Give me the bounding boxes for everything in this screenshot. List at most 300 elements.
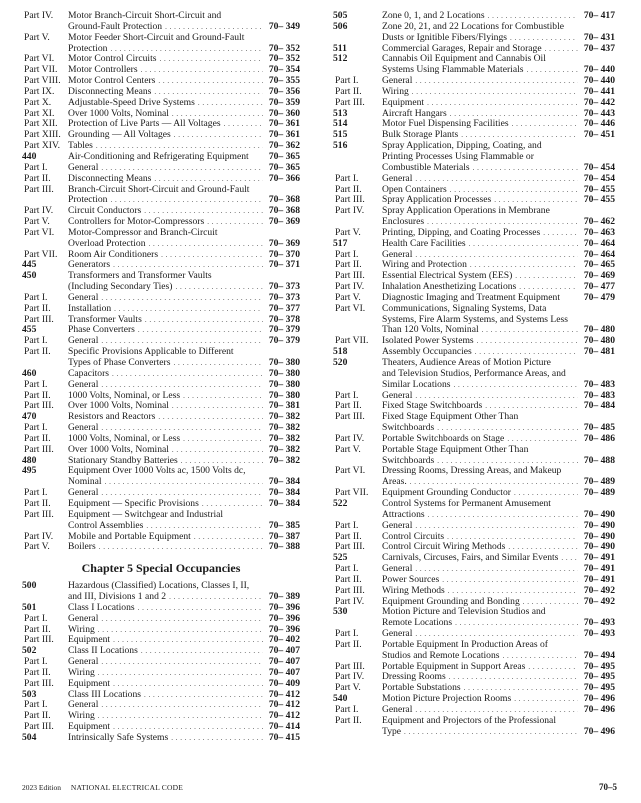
page-reference: 70– 387 xyxy=(268,530,300,542)
entry-title-line: Commercial Garages, Repair and Storage xyxy=(382,42,542,54)
toc-part-entry[interactable] xyxy=(333,466,615,488)
page-reference: 70– 355 xyxy=(268,75,300,87)
page-reference: 70– 437 xyxy=(583,42,615,54)
dot-leader xyxy=(561,553,578,564)
part-label: Part IV. xyxy=(335,671,365,683)
page-reference: 70– 469 xyxy=(583,270,615,282)
toc-right-column xyxy=(333,11,615,738)
part-label: Part I. xyxy=(24,335,48,347)
dot-leader xyxy=(175,282,263,293)
part-label: Part I. xyxy=(335,75,359,87)
dot-leader xyxy=(169,592,263,603)
toc-part-entry[interactable] xyxy=(22,130,300,141)
part-label: Part III. xyxy=(335,541,365,553)
page-reference: 70– 407 xyxy=(268,656,300,668)
toc-part-entry[interactable] xyxy=(22,510,300,532)
page-reference: 70– 385 xyxy=(268,519,300,531)
page-reference: 70– 407 xyxy=(268,645,300,657)
entry-title-line: Class I Locations xyxy=(68,601,135,613)
entry-title-line: Equipment xyxy=(68,721,111,733)
entry-title-line: Class II Locations xyxy=(68,645,138,657)
entry-title-line: Enclosures xyxy=(382,216,425,228)
toc-part-entry[interactable] xyxy=(22,401,300,412)
page-reference: 70– 414 xyxy=(268,721,300,733)
toc-left-column xyxy=(22,11,300,744)
toc-part-entry[interactable] xyxy=(333,662,615,673)
toc-article-entry[interactable] xyxy=(333,553,615,564)
toc-part-entry[interactable] xyxy=(22,347,300,369)
entry-title-line: Equipment and Projectors of the Professional xyxy=(382,714,556,726)
entry-title-line: Equipment xyxy=(68,677,111,689)
entry-title-line: Transformer Vaults xyxy=(68,313,142,325)
article-number: 514 xyxy=(333,118,348,130)
page-reference: 70– 368 xyxy=(268,194,300,206)
entry-title-line: Dusts or Ignitible Fibers/Flyings xyxy=(382,31,507,43)
entry-title-line: Air-Conditioning and Refrigerating Equipment xyxy=(68,150,249,162)
toc-part-entry[interactable] xyxy=(22,532,300,543)
toc-article-entry[interactable] xyxy=(333,607,615,629)
part-label: Part IX. xyxy=(24,85,55,97)
toc-part-entry[interactable] xyxy=(333,564,615,575)
toc-article-entry[interactable] xyxy=(333,499,615,521)
dot-leader xyxy=(99,542,263,553)
toc-article-entry[interactable] xyxy=(22,271,300,293)
part-label: Part II. xyxy=(24,346,51,358)
part-label: Part II. xyxy=(24,302,51,314)
toc-part-entry[interactable] xyxy=(333,174,615,185)
part-label: Part VI. xyxy=(24,226,55,238)
page-reference: 70– 412 xyxy=(268,688,300,700)
page-reference: 70– 354 xyxy=(268,64,300,76)
article-number: 506 xyxy=(333,20,348,32)
page-reference: 70– 369 xyxy=(268,216,300,228)
toc-part-entry[interactable] xyxy=(22,228,300,250)
part-label: Part I. xyxy=(24,378,48,390)
toc-article-entry[interactable] xyxy=(22,690,300,701)
page-reference: 70– 493 xyxy=(583,617,615,629)
part-label: Part II. xyxy=(24,172,51,184)
entry-title-line: Wiring xyxy=(68,666,95,678)
toc-article-entry[interactable] xyxy=(333,694,615,705)
toc-article-entry[interactable] xyxy=(333,358,615,391)
article-number: 503 xyxy=(22,688,37,700)
toc-part-entry[interactable] xyxy=(333,672,615,683)
page-reference: 70– 441 xyxy=(583,85,615,97)
part-label: Part II. xyxy=(335,400,362,412)
entry-title-line: Phase Converters xyxy=(68,324,135,336)
toc-part-entry[interactable] xyxy=(22,65,300,76)
article-number: 480 xyxy=(22,454,37,466)
dot-leader xyxy=(455,618,578,629)
entry-title-line: Hazardous (Classified) Locations, Classes I, II, xyxy=(68,580,250,592)
entry-title-line: Motor Controllers xyxy=(68,64,138,76)
page-reference: 70– 464 xyxy=(583,237,615,249)
part-label: Part I. xyxy=(335,563,359,575)
toc-part-entry[interactable] xyxy=(22,668,300,679)
part-label: Part XIII. xyxy=(24,129,61,141)
dot-leader xyxy=(113,679,263,690)
article-number: 504 xyxy=(22,732,37,743)
entry-title-line: General xyxy=(382,628,413,640)
toc-part-entry[interactable] xyxy=(22,98,300,109)
part-label: Part III. xyxy=(335,194,365,206)
part-label: Part I. xyxy=(24,656,48,668)
part-label: Part I. xyxy=(335,704,359,715)
entry-title-line: Remote Locations xyxy=(382,617,453,629)
part-label: Part I. xyxy=(335,248,359,260)
entry-title-line: Systems Using Flammable Materials xyxy=(382,64,524,76)
toc-part-entry[interactable] xyxy=(333,87,615,98)
entry-title-line: Wiring xyxy=(68,710,95,722)
page-reference: 70– 402 xyxy=(268,634,300,646)
dot-leader xyxy=(154,174,263,185)
toc-part-entry[interactable] xyxy=(22,445,300,456)
entry-title-line: Assembly Occupancies xyxy=(382,346,472,358)
toc-part-entry[interactable] xyxy=(333,250,615,261)
part-label: Part I. xyxy=(24,487,48,499)
part-label: Part II. xyxy=(335,573,362,585)
page-reference: 70– 373 xyxy=(268,291,300,303)
part-label: Part V. xyxy=(24,216,50,228)
dot-leader xyxy=(172,401,263,412)
page-reference: 70– 477 xyxy=(583,281,615,293)
page-reference: 70– 379 xyxy=(268,324,300,336)
article-number: 500 xyxy=(22,580,37,592)
toc-article-entry[interactable] xyxy=(22,646,300,657)
part-label: Part III. xyxy=(24,400,54,412)
part-label: Part II. xyxy=(24,389,51,401)
entry-title-line: Attractions xyxy=(382,508,425,520)
chapter-heading: Chapter 5 Special Occupancies xyxy=(81,561,241,576)
entry-title-line: Equipment xyxy=(382,96,425,108)
entry-title-line: General xyxy=(68,378,99,390)
page-reference: 70– 446 xyxy=(583,118,615,130)
entry-title-line: Disconnecting Means xyxy=(68,172,152,184)
entry-title-line: Switchboards xyxy=(382,422,435,434)
entry-title-line: General xyxy=(68,291,99,303)
entry-title-line: Equipment — Switchgear and Industrial xyxy=(68,508,224,520)
toc-part-entry[interactable] xyxy=(333,412,615,434)
part-label: Part II. xyxy=(24,710,51,722)
entry-title-line: Inhalation Anesthetizing Locations xyxy=(382,281,517,293)
dot-leader xyxy=(412,87,578,98)
dot-leader xyxy=(172,445,263,456)
part-label: Part III. xyxy=(335,411,365,423)
entry-title-line: Theaters, Audience Areas of Motion Picture xyxy=(382,357,551,368)
toc-part-entry[interactable] xyxy=(333,521,615,532)
dot-leader xyxy=(453,380,578,391)
part-label: Part IV. xyxy=(24,10,54,21)
entry-title-line: Resistors and Reactors xyxy=(68,411,156,423)
entry-title-line: Printing, Dipping, and Coating Processes xyxy=(382,226,541,238)
entry-title-line: General xyxy=(68,656,99,668)
toc-part-entry[interactable] xyxy=(22,679,300,690)
dot-leader xyxy=(141,646,263,657)
article-number: 522 xyxy=(333,497,348,509)
part-label: Part XI. xyxy=(24,107,55,119)
toc-part-entry[interactable] xyxy=(22,250,300,261)
page-reference: 70– 356 xyxy=(268,85,300,97)
entry-title-line: Equipment — Specific Provisions xyxy=(68,497,199,509)
entry-title-line: Zone 20, 21, and 22 Locations for Combustible xyxy=(382,20,564,32)
toc-article-entry[interactable] xyxy=(22,369,300,380)
entry-title-line: Diagnostic Imaging and Treatment Equipment xyxy=(382,291,560,303)
part-label: Part II. xyxy=(335,714,362,726)
part-label: Part II. xyxy=(335,259,362,271)
entry-title-line: Class III Locations xyxy=(68,688,142,700)
entry-title-line: Motor Branch-Circuit Short-Circuit and xyxy=(68,10,222,21)
entry-title-line: Circuit Conductors xyxy=(68,205,142,217)
article-number: 495 xyxy=(22,465,37,477)
part-label: Part XII. xyxy=(24,118,58,130)
toc-part-entry[interactable] xyxy=(22,76,300,87)
page-reference: 70– 496 xyxy=(583,693,615,705)
part-label: Part II. xyxy=(335,638,362,650)
page-reference: 70– 440 xyxy=(583,64,615,76)
entry-title-line: General xyxy=(382,563,413,575)
part-label: Part II. xyxy=(335,183,362,195)
dot-leader xyxy=(469,239,578,250)
entry-title-line: Branch-Circuit Short-Circuit and Ground-Fault xyxy=(68,183,250,195)
toc-article-entry[interactable] xyxy=(333,54,615,76)
toc-article-entry[interactable] xyxy=(333,119,615,130)
page-reference: 70– 349 xyxy=(268,20,300,32)
page-reference: 70– 481 xyxy=(583,346,615,358)
toc-part-entry[interactable] xyxy=(22,380,300,391)
part-label: Part III. xyxy=(335,270,365,282)
part-label: Part V. xyxy=(335,682,361,694)
part-label: Part III. xyxy=(24,508,54,520)
entry-title-line: General xyxy=(382,704,413,715)
entry-title-line: Disconnecting Means xyxy=(68,85,152,97)
entry-title-line: Essential Electrical System (EES) xyxy=(382,270,513,282)
toc-part-entry[interactable] xyxy=(333,586,615,597)
part-label: Part VI. xyxy=(335,302,366,314)
dot-leader xyxy=(404,727,578,738)
toc-part-entry[interactable] xyxy=(333,76,615,87)
part-label: Part II. xyxy=(24,666,51,678)
article-number: 513 xyxy=(333,107,348,119)
article-number: 470 xyxy=(22,411,37,423)
toc-part-entry[interactable] xyxy=(22,174,300,185)
dot-leader xyxy=(528,662,578,673)
dot-leader xyxy=(427,98,578,109)
entry-title-line: Room Air Conditioners xyxy=(68,248,159,260)
part-label: Part I. xyxy=(335,389,359,401)
part-label: Part V. xyxy=(335,226,361,238)
toc-article-entry[interactable] xyxy=(22,152,300,163)
part-label: Part VIII. xyxy=(24,75,61,87)
toc-part-entry[interactable] xyxy=(22,11,300,33)
toc-part-entry[interactable] xyxy=(22,304,300,315)
entry-title-line: Transformers and Transformer Vaults xyxy=(68,270,212,282)
dot-leader xyxy=(101,293,263,304)
dot-leader xyxy=(173,358,263,369)
article-number: 516 xyxy=(333,140,348,152)
article-number: 455 xyxy=(22,324,37,336)
toc-part-entry[interactable] xyxy=(333,304,615,337)
entry-title-line: General xyxy=(382,519,413,531)
article-number: 501 xyxy=(22,601,37,613)
toc-part-entry[interactable] xyxy=(22,293,300,304)
toc-article-entry[interactable] xyxy=(22,581,300,603)
dot-leader xyxy=(543,228,578,239)
page-reference: 70– 384 xyxy=(268,476,300,488)
part-label: Part V. xyxy=(24,31,50,43)
dot-leader xyxy=(101,614,263,625)
toc-article-entry[interactable] xyxy=(333,239,615,250)
toc-part-entry[interactable] xyxy=(22,315,300,326)
part-label: Part I. xyxy=(24,612,48,624)
toc-part-entry[interactable] xyxy=(333,575,615,586)
entry-title-line: Mobile and Portable Equipment xyxy=(68,530,191,542)
entry-title-line: Studios and Remote Locations xyxy=(382,649,500,661)
toc-part-entry[interactable] xyxy=(333,640,615,662)
toc-part-entry[interactable] xyxy=(22,657,300,668)
dot-leader xyxy=(527,65,579,76)
part-label: Part III. xyxy=(24,721,54,733)
page-reference: 70– 495 xyxy=(583,682,615,694)
dot-leader xyxy=(112,369,263,380)
page-reference: 70– 409 xyxy=(268,677,300,689)
toc-part-entry[interactable] xyxy=(333,98,615,109)
article-number: 540 xyxy=(333,693,348,705)
entry-title-line: Protection xyxy=(68,42,108,54)
dot-leader xyxy=(161,250,263,261)
toc-part-entry[interactable] xyxy=(22,635,300,646)
dot-leader xyxy=(101,380,263,391)
page-reference: 70– 370 xyxy=(268,248,300,260)
entry-title-line: Combustible Materials xyxy=(382,161,470,173)
page-reference: 70– 407 xyxy=(268,666,300,678)
entry-title-line: Control Circuit Wiring Methods xyxy=(382,541,506,553)
page-reference: 70– 371 xyxy=(268,259,300,271)
page-reference: 70– 493 xyxy=(583,628,615,640)
toc-part-entry[interactable] xyxy=(22,711,300,722)
entry-title-line: Spray Application Processes xyxy=(382,194,492,206)
page-reference: 70– 496 xyxy=(583,725,615,737)
dot-leader xyxy=(149,239,263,250)
entry-title-line: Similar Locations xyxy=(382,378,451,390)
page-reference: 70– 480 xyxy=(583,335,615,347)
entry-title-line: Zone 0, 1, and 2 Locations xyxy=(382,10,485,21)
entry-title-line: Open Containers xyxy=(382,183,447,195)
entry-title-line: Ground-Fault Protection xyxy=(68,20,163,32)
page-reference: 70– 352 xyxy=(268,53,300,65)
part-label: Part III. xyxy=(24,183,54,195)
entry-title-line: Wiring and Protection xyxy=(382,259,467,271)
entry-title-line: Motor Fuel Dispensing Facilities xyxy=(382,118,509,130)
entry-title-line: General xyxy=(68,422,99,434)
part-label: Part I. xyxy=(24,422,48,434)
page-reference: 70– 496 xyxy=(583,704,615,715)
dot-leader xyxy=(442,575,578,586)
page-reference: 70– 483 xyxy=(583,378,615,390)
toc-part-entry[interactable] xyxy=(22,163,300,174)
toc-part-entry[interactable] xyxy=(22,625,300,636)
toc-article-entry[interactable] xyxy=(22,733,300,744)
page-reference: 70– 380 xyxy=(268,367,300,379)
page-reference: 70– 455 xyxy=(583,194,615,206)
toc-article-entry[interactable] xyxy=(22,325,300,336)
entry-title-line: Bulk Storage Plants xyxy=(382,129,459,141)
page-reference: 70– 378 xyxy=(268,313,300,325)
part-label: Part III. xyxy=(335,96,365,108)
toc-part-entry[interactable] xyxy=(333,445,615,467)
toc-article-entry[interactable] xyxy=(333,141,615,174)
part-label: Part II. xyxy=(335,530,362,542)
dot-leader xyxy=(145,315,263,326)
entry-title-line: Equipment Over 1000 Volts ac, 1500 Volts dc, xyxy=(68,465,246,477)
page-reference: 70– 360 xyxy=(268,107,300,119)
page-reference: 70– 365 xyxy=(268,150,300,162)
toc-article-entry[interactable] xyxy=(22,412,300,423)
toc-part-entry[interactable] xyxy=(22,614,300,625)
dot-leader xyxy=(101,700,263,711)
part-label: Part V. xyxy=(335,291,361,303)
page-reference: 70– 455 xyxy=(583,183,615,195)
article-number: 511 xyxy=(333,42,347,54)
page-reference: 70– 380 xyxy=(268,378,300,390)
footer-left xyxy=(22,783,183,792)
toc-part-entry[interactable] xyxy=(22,542,300,553)
entry-title-line: Switchboards xyxy=(382,454,435,466)
dot-leader xyxy=(415,521,578,532)
dot-leader xyxy=(101,657,263,668)
dot-leader xyxy=(171,733,263,744)
entry-title-line: Stationary Standby Batteries xyxy=(68,454,178,466)
entry-title-line: Over 1000 Volts, Nominal xyxy=(68,107,169,119)
page-reference: 70– 369 xyxy=(268,237,300,249)
page-reference: 70– 415 xyxy=(268,732,300,743)
entry-title-line: Than 120 Volts, Nominal xyxy=(382,324,479,336)
toc-part-entry[interactable] xyxy=(333,228,615,239)
page-reference: 70– 412 xyxy=(268,710,300,722)
page-reference: 70– 362 xyxy=(268,140,300,152)
dot-leader xyxy=(473,163,578,174)
entry-title-line: Specific Provisions Applicable to Different xyxy=(68,346,234,358)
page-reference: 70– 492 xyxy=(583,595,615,607)
toc-part-entry[interactable] xyxy=(22,185,300,207)
entry-title-line: Dressing Rooms xyxy=(382,671,446,683)
toc-part-entry[interactable] xyxy=(22,33,300,55)
dot-leader xyxy=(141,65,263,76)
page-reference: 70– 443 xyxy=(583,107,615,119)
entry-title-line: General xyxy=(68,699,99,711)
entry-title-line: Over 1000 Volts, Nominal xyxy=(68,443,169,455)
part-label: Part III. xyxy=(24,313,54,325)
toc-part-entry[interactable] xyxy=(333,336,615,347)
toc-article-entry[interactable] xyxy=(22,603,300,614)
toc-part-entry[interactable] xyxy=(22,54,300,65)
entry-title-line: Control Circuits xyxy=(382,530,445,542)
page-reference: 70– 365 xyxy=(268,161,300,173)
toc-part-entry[interactable] xyxy=(333,716,615,738)
toc-article-entry[interactable] xyxy=(22,466,300,488)
page-reference: 70– 491 xyxy=(583,573,615,585)
page-reference: 70– 489 xyxy=(583,476,615,488)
dot-leader xyxy=(98,711,263,722)
entry-title-line: Motor Control Centers xyxy=(68,75,156,87)
entry-title-line: Spray Application Operations in Membrane xyxy=(382,205,550,217)
toc-part-entry[interactable] xyxy=(22,700,300,711)
toc-article-entry[interactable] xyxy=(333,22,615,44)
dot-leader xyxy=(174,130,263,141)
page-reference: 70– 379 xyxy=(268,335,300,347)
toc-part-entry[interactable] xyxy=(333,206,615,228)
part-label: Part IV. xyxy=(24,205,54,217)
entry-title-line: Areas. xyxy=(382,476,407,488)
